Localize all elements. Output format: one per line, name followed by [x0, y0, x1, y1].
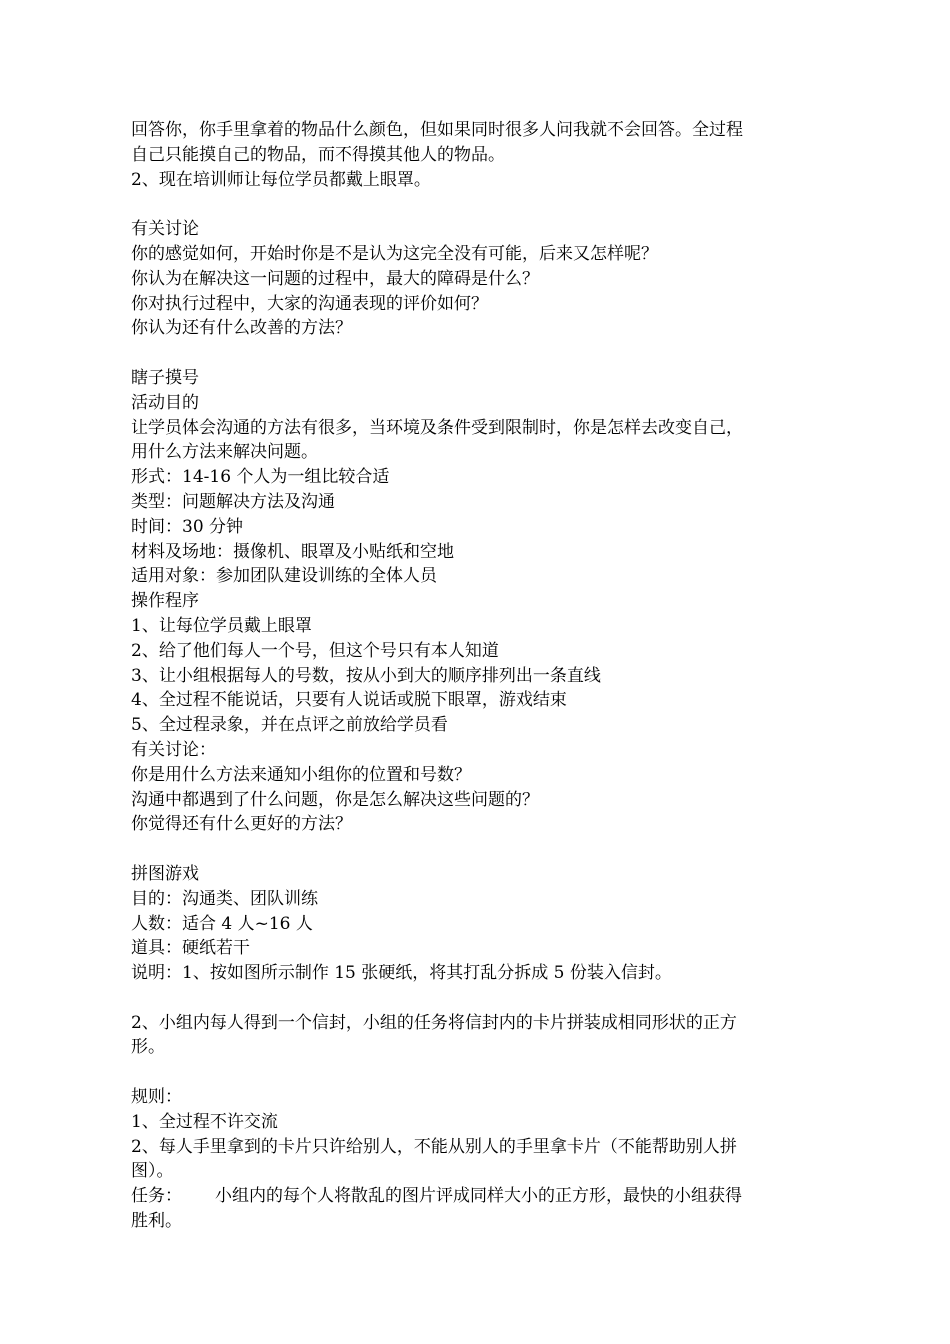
rule-line: 1、全过程不许交流: [131, 1111, 278, 1132]
task-line: 胜利。: [131, 1211, 182, 1232]
detail-line: 适用对象：参加团队建设训练的全体人员: [131, 566, 437, 587]
detail-line: 形式：14-16 个人为一组比较合适: [131, 467, 390, 488]
rules-heading: 规则：: [131, 1087, 182, 1108]
document-page: [131, 118, 821, 1234]
blank-line: [131, 341, 821, 366]
detail-line: 类型：问题解决方法及沟通: [131, 491, 335, 512]
blank-line: [131, 1060, 821, 1085]
purpose-heading: 活动目的: [131, 392, 199, 413]
rule-line: 图）。: [131, 1161, 174, 1182]
discussion-question: 你认为还有什么改善的方法？: [131, 318, 352, 339]
discussion-question: 沟通中都遇到了什么问题，你是怎么解决这些问题的？: [131, 789, 539, 810]
intro-line: 自己只能摸自己的物品，而不得摸其他人的物品。: [131, 144, 505, 165]
note-line: 2、小组内每人得到一个信封，小组的任务将信封内的卡片拼装成相同形状的正方: [131, 1012, 737, 1033]
purpose-line: 用什么方法来解决问题。: [131, 442, 318, 463]
detail-line: 材料及场地：摄像机、眼罩及小贴纸和空地: [131, 541, 454, 562]
discussion-question: 你对执行过程中，大家的沟通表现的评价如何？: [131, 293, 488, 314]
note-line: 形。: [131, 1037, 165, 1058]
discussion-question: 你觉得还有什么更好的方法？: [131, 814, 352, 835]
rule-line: 2、每人手里拿到的卡片只许给别人，不能从别人的手里拿卡片（不能帮助别人拼: [131, 1136, 737, 1157]
procedure-heading: 操作程序: [131, 591, 199, 612]
procedure-step: 2、给了他们每人一个号，但这个号只有本人知道: [131, 640, 499, 661]
detail-line: 目的：沟通类、团队训练: [131, 888, 318, 909]
discussion-question: 你是用什么方法来通知小组你的位置和号数？: [131, 764, 471, 785]
procedure-step: 3、让小组根据每人的号数，按从小到大的顺序排列出一条直线: [131, 665, 601, 686]
procedure-step: 5、全过程录象，并在点评之前放给学员看: [131, 715, 448, 736]
discussion-heading: 有关讨论：: [131, 739, 216, 760]
procedure-step: 1、让每位学员戴上眼罩: [131, 615, 312, 636]
game-title: 拼图游戏: [131, 863, 199, 884]
detail-line: 人数：适合 4 人~16 人: [131, 913, 313, 934]
intro-line: 2、现在培训师让每位学员都戴上眼罩。: [131, 169, 431, 190]
blank-line: [131, 837, 821, 862]
discussion-heading: 有关讨论: [131, 219, 199, 240]
purpose-line: 让学员体会沟通的方法有很多，当环境及条件受到限制时，你是怎样去改变自己，: [131, 417, 743, 438]
discussion-question: 你认为在解决这一问题的过程中，最大的障碍是什么？: [131, 268, 539, 289]
task-text: 小组内的每个人将散乱的图片评成同样大小的正方形，最快的小组获得: [215, 1186, 742, 1207]
detail-line: 时间：30 分钟: [131, 516, 244, 537]
task-line: [131, 1184, 821, 1209]
blank-line: [131, 192, 821, 217]
discussion-question: 你的感觉如何，开始时你是不是认为这完全没有可能，后来又怎样呢？: [131, 243, 658, 264]
task-label: 任务：: [131, 1186, 182, 1207]
detail-line: 道具：硬纸若干: [131, 938, 250, 959]
procedure-step: 4、全过程不能说话，只要有人说话或脱下眼罩，游戏结束: [131, 690, 567, 711]
intro-line: 回答你，你手里拿着的物品什么颜色，但如果同时很多人问我就不会回答。全过程: [131, 120, 743, 140]
game-title: 瞎子摸号: [131, 367, 199, 388]
detail-line: 说明：1、按如图所示制作 15 张硬纸，将其打乱分拆成 5 份装入信封。: [131, 963, 672, 984]
blank-line: [131, 986, 821, 1011]
